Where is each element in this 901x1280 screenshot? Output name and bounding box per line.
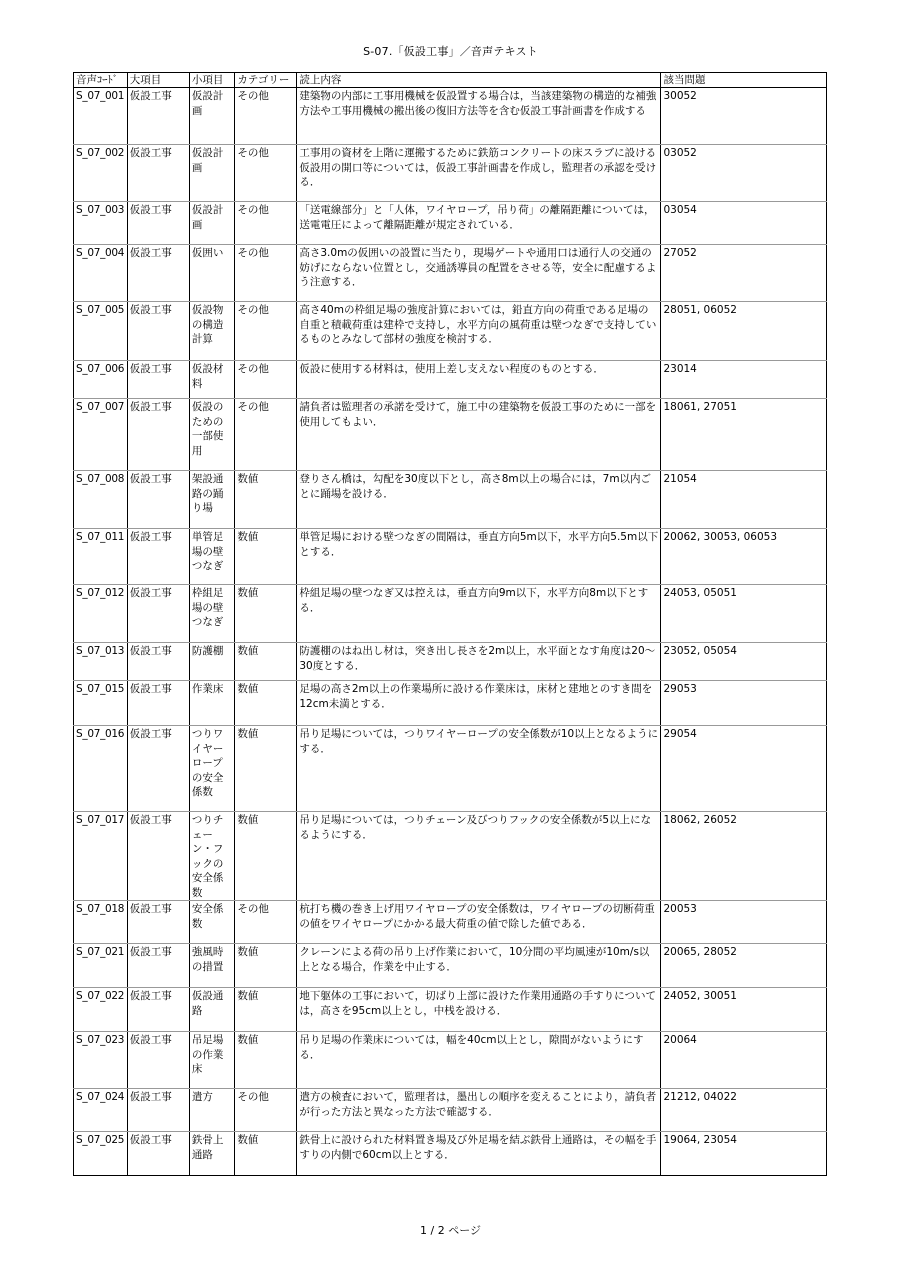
cell-minor-item: 架設通路の踊り場 [189,471,235,529]
cell-minor-item: 鉄骨上通路 [189,1132,235,1176]
cell-category: 数値 [235,585,297,643]
cell-category: 数値 [235,812,297,901]
cell-major-item: 仮設工事 [127,399,189,471]
table-row [74,681,827,726]
cell-related-questions: 21054 [661,471,827,529]
table-row [74,944,827,988]
cell-voice-code: S_07_005 [74,302,128,361]
cell-minor-item: 安全係数 [189,901,235,944]
cell-category: その他 [235,361,297,399]
table-row [74,643,827,681]
cell-minor-item: 仮設通路 [189,988,235,1032]
cell-category: その他 [235,245,297,302]
cell-related-questions: 23014 [661,361,827,399]
cell-minor-item: 単管足場の壁つなぎ [189,529,235,585]
cell-minor-item: つりワイヤーロープの安全係数 [189,726,235,812]
cell-voice-code: S_07_006 [74,361,128,399]
cell-major-item: 仮設工事 [127,1132,189,1176]
cell-voice-code: S_07_003 [74,202,128,245]
cell-major-item: 仮設工事 [127,88,189,145]
cell-voice-code: S_07_017 [74,812,128,901]
cell-reading-content: 足場の高さ2m以上の作業場所に設ける作業床は，床材と建地とのすき間を12cm未満とする． [297,681,661,726]
cell-minor-item: 強風時の措置 [189,944,235,988]
cell-voice-code: S_07_025 [74,1132,128,1176]
cell-category: 数値 [235,471,297,529]
cell-minor-item: 防護棚 [189,643,235,681]
cell-voice-code: S_07_022 [74,988,128,1032]
page-footer: 1 / 2 ページ [420,1224,481,1237]
cell-reading-content: 鉄骨上に設けられた材料置き場及び外足場を結ぶ鉄骨上通路は，その幅を手すりの内側で60cm以上とする． [297,1132,661,1176]
cell-voice-code: S_07_011 [74,529,128,585]
table-row [74,585,827,643]
cell-major-item: 仮設工事 [127,302,189,361]
cell-voice-code: S_07_013 [74,643,128,681]
cell-voice-code: S_07_015 [74,681,128,726]
cell-category: 数値 [235,988,297,1032]
cell-major-item: 仮設工事 [127,944,189,988]
table-row [74,1089,827,1132]
cell-reading-content: 遣方の検査において，監理者は，墨出しの順序を変えることにより，請負者が行った方法と異なった方法で確認する． [297,1089,661,1132]
cell-related-questions: 20064 [661,1032,827,1089]
cell-reading-content: 仮設に使用する材料は，使用上差し支えない程度のものとする． [297,361,661,399]
cell-reading-content: 工事用の資材を上階に運搬するために鉄筋コンクリートの床スラブに設ける仮設用の開口等については，仮設工事計画書を作成し，監理者の承認を受ける． [297,145,661,202]
cell-major-item: 仮設工事 [127,529,189,585]
table-row [74,901,827,944]
cell-related-questions: 24052, 30051 [661,988,827,1032]
table-row [74,471,827,529]
cell-minor-item: 枠組足場の壁つなぎ [189,585,235,643]
cell-related-questions: 24053, 05051 [661,585,827,643]
cell-voice-code: S_07_001 [74,88,128,145]
cell-reading-content: 高さ40mの枠組足場の強度計算においては，鉛直方向の荷重である足場の自重と積載荷重は建枠で支持し，水平方向の風荷重は壁つなぎで支持しているものとみなして部材の強度を検討する． [297,302,661,361]
cell-reading-content: クレーンによる荷の吊り上げ作業において，10分間の平均風速が10m/s以上となる場合，作業を中止する． [297,944,661,988]
column-header-major-item: 大項目 [127,73,189,88]
cell-related-questions: 20062, 30053, 06053 [661,529,827,585]
cell-major-item: 仮設工事 [127,245,189,302]
cell-category: 数値 [235,726,297,812]
cell-reading-content: 防護棚のはね出し材は，突き出し長さを2m以上，水平面となす角度は20～30度とする． [297,643,661,681]
cell-related-questions: 23052, 05054 [661,643,827,681]
cell-minor-item: 仮囲い [189,245,235,302]
cell-minor-item: 作業床 [189,681,235,726]
cell-major-item: 仮設工事 [127,812,189,901]
cell-major-item: 仮設工事 [127,643,189,681]
cell-category: 数値 [235,529,297,585]
cell-voice-code: S_07_024 [74,1089,128,1132]
cell-reading-content: 吊り足場については，つりチェーン及びつりフックの安全係数が5以上になるようにする． [297,812,661,901]
table-body [74,88,827,1176]
table-row [74,1132,827,1176]
cell-major-item: 仮設工事 [127,202,189,245]
cell-category: 数値 [235,643,297,681]
cell-related-questions: 27052 [661,245,827,302]
column-header-related-questions: 該当問題 [661,73,827,88]
cell-minor-item: 仮設のための一部使用 [189,399,235,471]
cell-major-item: 仮設工事 [127,585,189,643]
cell-minor-item: 吊足場の作業床 [189,1032,235,1089]
table-row [74,302,827,361]
column-header-reading-content: 読上内容 [297,73,661,88]
cell-minor-item: 仮設物の構造計算 [189,302,235,361]
cell-voice-code: S_07_016 [74,726,128,812]
cell-major-item: 仮設工事 [127,145,189,202]
voice-text-table [73,72,827,1176]
cell-voice-code: S_07_018 [74,901,128,944]
cell-related-questions: 28051, 06052 [661,302,827,361]
cell-related-questions: 03052 [661,145,827,202]
cell-reading-content: 吊り足場の作業床については，幅を40cm以上とし，隙間がないようにする． [297,1032,661,1089]
cell-reading-content: 建築物の内部に工事用機械を仮設置する場合は，当該建築物の構造的な補強方法や工事用機械の搬出後の復旧方法等を含む仮設工事計画書を作成する [297,88,661,145]
cell-voice-code: S_07_023 [74,1032,128,1089]
cell-minor-item: 仮設計画 [189,202,235,245]
cell-reading-content: 「送電線部分」と「人体，ワイヤロープ，吊り荷」の離隔距離については，送電電圧によって離隔距離が規定されている． [297,202,661,245]
cell-related-questions: 21212, 04022 [661,1089,827,1132]
column-header-category: カテゴリー [235,73,297,88]
cell-voice-code: S_07_008 [74,471,128,529]
cell-category: その他 [235,1089,297,1132]
cell-related-questions: 03054 [661,202,827,245]
table-row [74,399,827,471]
cell-major-item: 仮設工事 [127,901,189,944]
cell-minor-item: つりチェーン・フックの安全係数 [189,812,235,901]
cell-reading-content: 杭打ち機の巻き上げ用ワイヤロープの安全係数は，ワイヤロープの切断荷重の値をワイヤロープにかかる最大荷重の値で除した値である． [297,901,661,944]
table-row [74,726,827,812]
cell-related-questions: 29053 [661,681,827,726]
cell-related-questions: 18062, 26052 [661,812,827,901]
cell-related-questions: 18061, 27051 [661,399,827,471]
cell-related-questions: 30052 [661,88,827,145]
cell-reading-content: 高さ3.0mの仮囲いの設置に当たり，現場ゲートや通用口は通行人の交通の妨げにならない位置とし，交通誘導員の配置をさせる等，安全に配慮するよう注意する． [297,245,661,302]
table-row [74,988,827,1032]
cell-voice-code: S_07_004 [74,245,128,302]
cell-related-questions: 20053 [661,901,827,944]
cell-reading-content: 枠組足場の壁つなぎ又は控えは，垂直方向9m以下，水平方向8m以下とする． [297,585,661,643]
table-row [74,1032,827,1089]
cell-reading-content: 登りさん橋は，勾配を30度以下とし，高さ8m以上の場合には，7m以内ごとに踊場を設ける． [297,471,661,529]
cell-major-item: 仮設工事 [127,1032,189,1089]
table-row [74,812,827,901]
cell-category: その他 [235,88,297,145]
cell-category: その他 [235,399,297,471]
cell-voice-code: S_07_021 [74,944,128,988]
table-row [74,88,827,145]
table-row [74,145,827,202]
cell-related-questions: 29054 [661,726,827,812]
cell-category: 数値 [235,1032,297,1089]
cell-category: 数値 [235,944,297,988]
cell-category: 数値 [235,681,297,726]
document-title: S-07.「仮設工事」／音声テキスト [363,45,538,58]
cell-category: その他 [235,302,297,361]
cell-major-item: 仮設工事 [127,471,189,529]
cell-voice-code: S_07_007 [74,399,128,471]
cell-major-item: 仮設工事 [127,988,189,1032]
cell-related-questions: 20065, 28052 [661,944,827,988]
cell-category: 数値 [235,1132,297,1176]
cell-reading-content: 地下躯体の工事において，切ばり上部に設けた作業用通路の手すりについては，高さを95cm以上とし，中桟を設ける． [297,988,661,1032]
cell-minor-item: 仮設計画 [189,88,235,145]
cell-reading-content: 請負者は監理者の承諾を受けて，施工中の建築物を仮設工事のために一部を使用してもよい． [297,399,661,471]
cell-reading-content: 吊り足場については，つりワイヤーロープの安全係数が10以上となるようにする． [297,726,661,812]
table-row [74,529,827,585]
cell-reading-content: 単管足場における壁つなぎの間隔は，垂直方向5m以下，水平方向5.5m以下とする． [297,529,661,585]
header-row [74,73,827,88]
cell-category: その他 [235,202,297,245]
column-header-minor-item: 小項目 [189,73,235,88]
cell-minor-item: 仮設計画 [189,145,235,202]
column-header-code: 音声ｺｰﾄﾞ [74,73,128,88]
cell-major-item: 仮設工事 [127,681,189,726]
cell-minor-item: 仮設材料 [189,361,235,399]
cell-minor-item: 遣方 [189,1089,235,1132]
cell-major-item: 仮設工事 [127,726,189,812]
table-row [74,202,827,245]
cell-related-questions: 19064, 23054 [661,1132,827,1176]
cell-major-item: 仮設工事 [127,1089,189,1132]
cell-voice-code: S_07_012 [74,585,128,643]
cell-major-item: 仮設工事 [127,361,189,399]
cell-category: その他 [235,901,297,944]
table-row [74,361,827,399]
table-row [74,245,827,302]
cell-voice-code: S_07_002 [74,145,128,202]
cell-category: その他 [235,145,297,202]
